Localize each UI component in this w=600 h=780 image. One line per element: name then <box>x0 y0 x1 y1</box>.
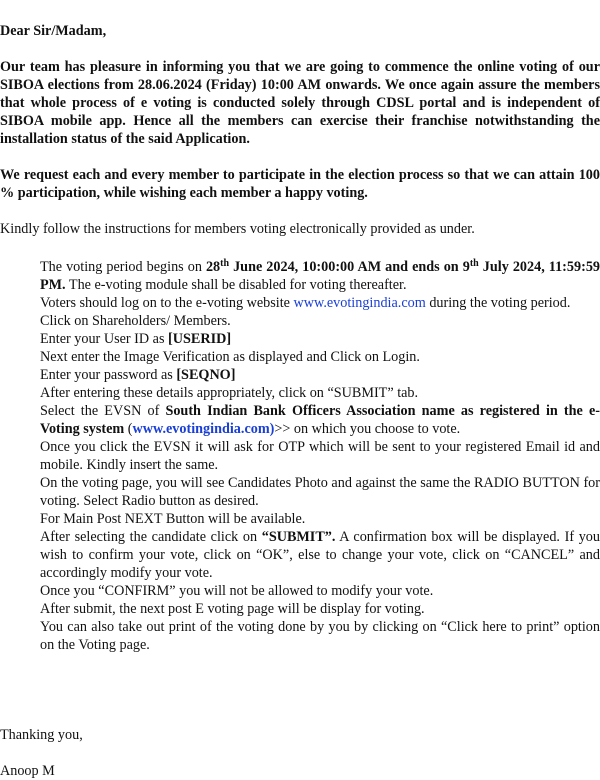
instruction-text: A confirmation box will be displayed. If you wish to confirm your vote, click on “OK”, else to change your vote, click on “CANCEL” and accordingly modify your vote. <box>40 529 600 581</box>
instruction-next-button: For Main Post NEXT Button will be available. <box>40 511 306 527</box>
instruction-voting-page: On the voting page, you will see Candidates Photo and against the same the RADIO BUTTON for voting. Select Radio button as desired. <box>40 475 600 509</box>
instruction-text: Select the EVSN of <box>40 403 166 419</box>
start-date-day: 28 <box>205 259 221 275</box>
instruction-confirmation <box>40 528 600 582</box>
instruction-list <box>40 258 600 654</box>
instruction-text: during the voting period. <box>425 295 571 311</box>
instruction-voting-period <box>40 258 600 294</box>
instruction-text: Enter your password as <box>40 367 177 383</box>
signature: Anoop M <box>0 763 55 779</box>
instruction-text: After selecting the candidate click on <box>40 529 262 545</box>
instruction-image-verification: Next enter the Image Verification as displayed and Click on Login. <box>40 349 420 365</box>
evoting-website-link-2[interactable]: www.evotingindia.com) <box>132 421 275 437</box>
start-date-rest: June 2024, 10:00:00 AM and ends on 9 <box>229 259 470 275</box>
closing: Thanking you, <box>0 727 83 743</box>
instruction-text: ( <box>124 421 133 437</box>
instructions-intro: Kindly follow the instructions for members voting electronically provided as under. <box>0 221 475 237</box>
end-date-rest: July 2024, 11:59:59 PM. <box>40 259 600 293</box>
instruction-text: >> on which you choose to vote. <box>274 421 461 437</box>
announcement-paragraph: Our team has pleasure in informing you that we are going to commence the online voting of our SIBOA elections from 28.06.2024 (Friday) 10:00 AM onwards. We once again assure the members that whole process of e voting is conducted solely through CDSL portal and is independent of SIBOA mobile app. Hence all the members can exercise their franchise notwithstanding the installation status of the said Application. <box>0 59 600 147</box>
instruction-submit-tab: After entering these details appropriately, click on “SUBMIT” tab. <box>40 385 419 401</box>
participation-paragraph: We request each and every member to participate in the election process so that we can attain 100 % participation, while wishing each member a happy voting. <box>0 167 600 201</box>
start-date-suffix: th <box>220 258 230 269</box>
instruction-print: You can also take out print of the voting done by you by clicking on “Click here to print” option on the Voting page. <box>40 619 600 653</box>
instruction-password <box>40 366 600 384</box>
evoting-website-link[interactable]: www.evotingindia.com <box>293 295 426 311</box>
instruction-user-id <box>40 330 600 348</box>
instruction-select-evsn <box>40 402 600 438</box>
greeting: Dear Sir/Madam, <box>0 23 107 39</box>
instruction-shareholders: Click on Shareholders/ Members. <box>40 313 231 329</box>
instruction-text: Voters should log on to the e-voting website <box>40 295 294 311</box>
instruction-text: The e-voting module shall be disabled for voting thereafter. <box>65 277 407 293</box>
registered-name-text: name as registered in the e-Voting system <box>40 403 600 437</box>
seqno-placeholder: [SEQNO] <box>176 367 236 383</box>
instruction-text: Enter your User ID as <box>40 331 169 347</box>
userid-placeholder: [USERID] <box>168 331 232 347</box>
instruction-next-post: After submit, the next post E voting page will be display for voting. <box>40 601 425 617</box>
instruction-otp: Once you click the EVSN it will ask for OTP which will be sent to your registered Email id and mobile. Kindly insert the same. <box>40 439 600 473</box>
instruction-text: The voting period begins on <box>40 259 206 275</box>
association-name: South Indian Bank Officers Association <box>165 403 416 419</box>
instruction-confirm-final: Once you “CONFIRM” you will not be allowed to modify your vote. <box>40 583 434 599</box>
submit-label: “SUBMIT”. <box>261 529 336 545</box>
instruction-login-website <box>40 294 600 312</box>
end-date-suffix: th <box>469 258 479 269</box>
